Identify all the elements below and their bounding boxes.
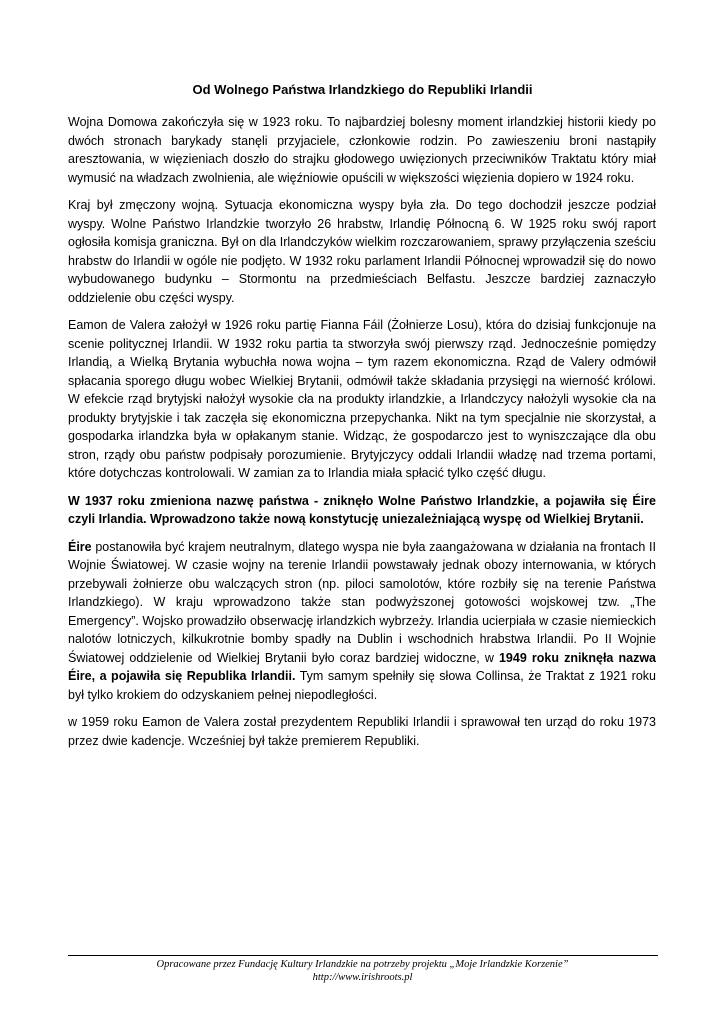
paragraph-civil-war: Wojna Domowa zakończyła się w 1923 roku. To najbardziej bolesny moment irlandzkiej historii kiedy po dwóch stronach barykady stanęli przyjaciele, członkowie rodzin. Po zawieszeniu broni nastąpiły aresztowania, w więzieniach doszło do strajku głodowego uwięzionych przeciwników Traktatu który miał wymusić na władzach zwolnienia, ale więźniowie opuścili w większości więzienia dopiero w 1924 roku. (68, 115, 656, 185)
document-body (68, 113, 656, 759)
footer (0, 958, 725, 984)
footer-url[interactable]: http://www.irishroots.pl (312, 972, 413, 983)
neutrality-text-a: postanowiła być krajem neutralnym, dlatego wyspa nie była zaangażowana w działania na frontach II Wojnie Światowej. W czasie wojny na terenie Irlandii powstawały jednak obozy internowania, w których przebywali żołnierze obu walczących stron (np. piloci samolotów, które rozbiły się na terenie Państwa Irlandzkiego). W kraju wprowadzono także stan podwyższonej gotowości wojskowej tzw. „The Emergency”. Wojsko prowadziło obserwację irlandzkich wybrzeży. Irlandia ucierpiała w czasie niemieckich nalotów lotniczych, kilkukrotnie bomby spadły na Dublin i wschodnich hrabstwa Irlandii. Po II Wojnie Światowej oddzielenie od Wielkiej Brytanii było coraz bardziej widoczne, w (68, 539, 656, 665)
republic-1949-highlight: 1949 roku zniknęła nazwa Éire, a pojawiła się Republika Irlandii. (68, 650, 656, 683)
neutrality-text-b: Tym samym spełniły się słowa Collinsa, że Traktat z 1921 roku był tylko krokiem do odzyskaniem pełnej niepodległości. (68, 669, 656, 702)
paragraph-neutrality (68, 538, 656, 705)
paragraph-de-valera-president: w 1959 roku Eamon de Valera został prezydentem Republiki Irlandii i sprawował ten urząd do roku 1973 przez dwie kadencje. Wcześniej był także premierem Republiki. (68, 715, 656, 748)
document-title: Od Wolnego Państwa Irlandzkiego do Republiki Irlandii (192, 82, 533, 97)
paragraph-economic-war: Eamon de Valera założył w 1926 roku partię Fianna Fáil (Żołnierze Losu), która do dzisiaj funkcjonuje na scenie politycznej Irlandii. W 1932 roku partia ta stworzyła swój pierwszy rząd. Jednocześnie pomiędzy Irlandią, a Wielką Brytania wybuchła nowa wojna – tym razem ekonomiczna. Rząd de Valery odmówił spłacania sporego długu wobec Wielkiej Brytanii, odmówił także składania przysięgi na wierność królowi. W efekcie rząd brytyjski nałożył wysokie cła na produkty irlandzkie, a Irlandczycy nałożyli wysokie cła na produkty brytyjskie i tak zaczęła się ekonomiczna przepychanka. Nikt na tym specjalnie nie skorzystał, a gospodarka irlandzka była w opłakanym stanie. Widząc, że gospodarczo jest to wyniszczające dla obu stron, rządy obu państw podpisały porozumienie. Brytyjczycy oddali Irlandii władzę nad trzema portami, które dotychczas kontrolowali. W zamian za to Irlandia miała spłacić tylko część długu. (68, 318, 656, 480)
paragraph-constitution-1937: W 1937 roku zmieniona nazwę państwa - zniknęło Wolne Państwo Irlandzkie, a pojawiła się Éire czyli Irlandia. Wprowadzono także nową konstytucję uniezależniającą wyspę od Wielkiej Brytanii. (68, 493, 656, 526)
footer-credit: Opracowane przez Fundację Kultury Irlandzkie na potrzeby projektu „Moje Irlandzkie Korzenie” (156, 959, 569, 970)
eire-lead: Éire (68, 539, 92, 554)
footer-divider (68, 955, 658, 956)
paragraph-partition: Kraj był zmęczony wojną. Sytuacja ekonomiczna wyspy była zła. Do tego dochodził jeszcze podział wyspy. Wolne Państwo Irlandzkie tworzyło 26 hrabstw, Irlandię Północną 6. W 1925 roku swój raport ogłosiła komisja graniczna. Był on dla Irlandczyków wielkim rozczarowaniem, sprawy przyłączenia sześciu hrabstw do Irlandii w ogóle nie podjęto. W 1932 roku parlament Irlandii Północnej wprowadził się do nowo wybudowanego budynku – Stormontu na przedmieściach Belfastu. Jeszcze bardziej zaznaczyło oddzielenie obu części wyspy. (68, 198, 656, 305)
